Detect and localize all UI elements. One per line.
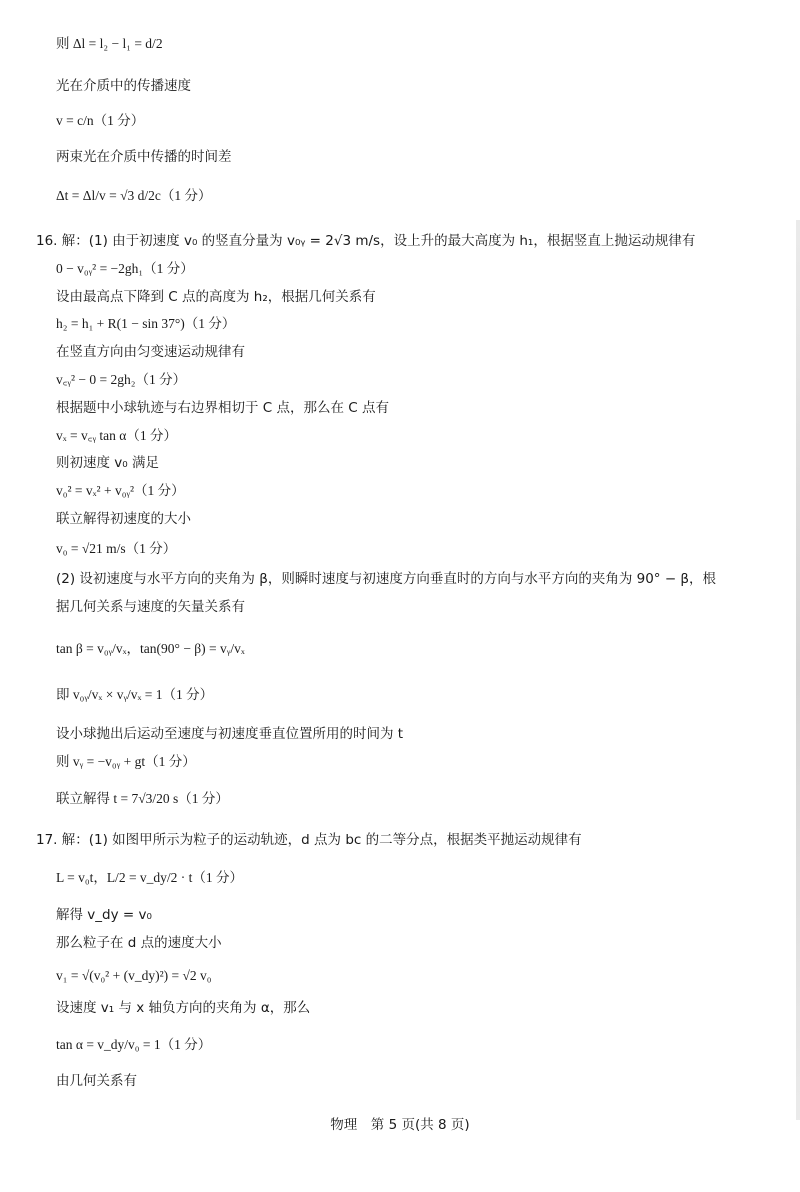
text-line: 设小球抛出后运动至速度与初速度垂直位置所用的时间为 t bbox=[56, 726, 404, 742]
equation-line: v₁ = √(v₀² + (v_dy)²) = √2 v₀ bbox=[56, 968, 212, 983]
page-footer: 物理 第 5 页(共 8 页) bbox=[330, 1117, 470, 1133]
text-line: 解得 v_dy = v₀ bbox=[56, 907, 152, 923]
equation-line: v₀² = vₓ² + v₀ᵧ²（1 分） bbox=[56, 483, 185, 498]
text-line: 设速度 v₁ 与 x 轴负方向的夹角为 α，那么 bbox=[56, 1000, 311, 1016]
equation-line: v꜀ᵧ² − 0 = 2gh₂（1 分） bbox=[56, 372, 187, 387]
equation-line: L = v₀t，L/2 = v_dy/2 · t（1 分） bbox=[56, 870, 244, 885]
text-line: 那么粒子在 d 点的速度大小 bbox=[56, 935, 222, 951]
text-line: 在竖直方向由匀变速运动规律有 bbox=[56, 344, 245, 360]
text-line: 16. 解：(1) 由于初速度 v₀ 的竖直分量为 v₀ᵧ = 2√3 m/s，设上升的最大高度为 h₁，根据竖直上抛运动规律有 bbox=[36, 233, 696, 249]
text-line: 则初速度 v₀ 满足 bbox=[56, 455, 159, 471]
equation-line: 即 v₀ᵧ/vₓ × vᵧ/vₓ = 1（1 分） bbox=[56, 687, 214, 702]
text-line: 设由最高点下降到 C 点的高度为 h₂，根据几何关系有 bbox=[56, 289, 376, 305]
equation-line: v₀ = √21 m/s（1 分） bbox=[56, 541, 177, 556]
equation-line: tan α = v_dy/v₀ = 1（1 分） bbox=[56, 1037, 212, 1052]
equation-line: 联立解得 t = 7√3/20 s（1 分） bbox=[56, 791, 229, 806]
equation-line: Δt = Δl/v = √3 d/2c（1 分） bbox=[56, 188, 212, 203]
text-line: 两束光在介质中传播的时间差 bbox=[56, 149, 232, 165]
text-line: 联立解得初速度的大小 bbox=[56, 511, 191, 527]
equation-line: vₓ = v꜀ᵧ tan α（1 分） bbox=[56, 428, 177, 443]
text-line: 光在介质中的传播速度 bbox=[56, 78, 191, 94]
equation-line: 则 vᵧ = −v₀ᵧ + gt（1 分） bbox=[56, 754, 196, 769]
equation-line: v = c/n（1 分） bbox=[56, 113, 145, 128]
equation-line: tan β = v₀ᵧ/vₓ，tan(90° − β) = vᵧ/vₓ bbox=[56, 641, 245, 656]
scan-edge-shadow bbox=[796, 220, 800, 1120]
equation-line: h₂ = h₁ + R(1 − sin 37°)（1 分） bbox=[56, 316, 236, 331]
text-line: (2) 设初速度与水平方向的夹角为 β，则瞬时速度与初速度方向垂直时的方向与水平方向的夹角为 90° − β，根 bbox=[56, 571, 717, 587]
text-line: 根据题中小球轨迹与右边界相切于 C 点，那么在 C 点有 bbox=[56, 400, 390, 416]
equation-line: 0 − v₀ᵧ² = −2gh₁（1 分） bbox=[56, 261, 194, 276]
text-line: 17. 解：(1) 如图甲所示为粒子的运动轨迹，d 点为 bc 的二等分点，根据类平抛运动规律有 bbox=[36, 832, 582, 848]
text-line: 据几何关系与速度的矢量关系有 bbox=[56, 599, 245, 615]
equation-line: 则 Δl = l₂ − l₁ = d/2 bbox=[56, 36, 163, 51]
text-line: 由几何关系有 bbox=[56, 1073, 137, 1089]
